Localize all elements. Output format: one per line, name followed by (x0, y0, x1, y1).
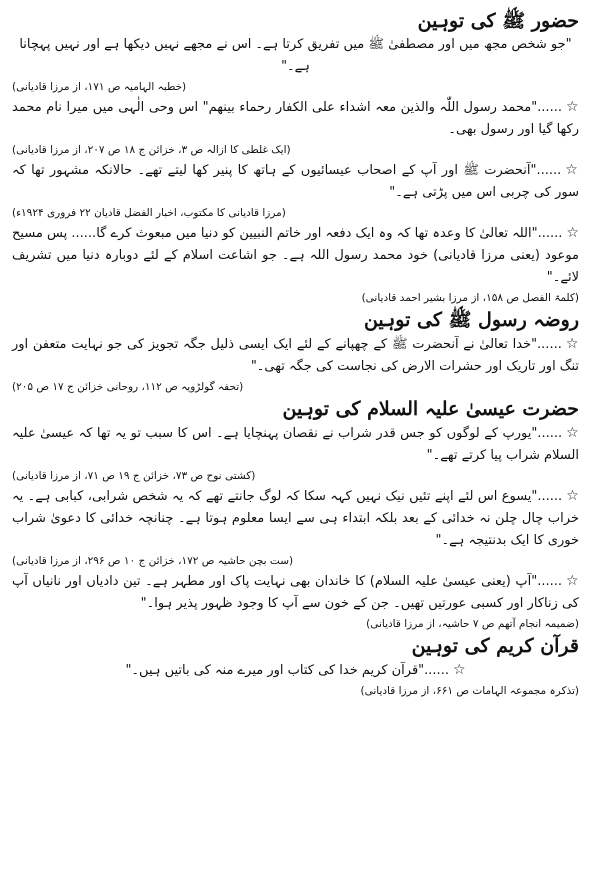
quote-paragraph (12, 659, 579, 682)
quote-paragraph (12, 570, 579, 615)
star-icon: ☆ (565, 99, 579, 115)
quote-paragraph (12, 485, 579, 552)
reference: (تحفہ گولڑویہ ص ۱۱۲، روحانی خزائن ج ۱۷ ص ۲۰۵) (12, 381, 244, 393)
star-icon: ☆ (565, 336, 579, 352)
star-icon: ☆ (566, 573, 579, 589)
section-heading: قرآن کریم کی توہین (411, 635, 579, 657)
quote-text: ......"یورپ کے لوگوں کو جس قدر شراب نے نقصان پہنچایا ہے۔ اس کا سبب تو یہ تھا کہ عیسیٰ علیہ السلام شراب پیا کرتے تھے۔" (12, 426, 579, 463)
star-icon: ☆ (566, 425, 579, 441)
reference: (ضمیمہ انجام آتھم ص ۷ حاشیہ، از مرزا قادیانی) (366, 618, 579, 630)
quote-paragraph (12, 96, 579, 141)
section-heading: روضہ رسول ﷺ کی توہین (363, 309, 579, 331)
quote-text: "جو شخص مجھ میں اور مصطفیٰ ﷺ میں تفریق کرتا ہے۔ اس نے مجھے نہیں دیکھا ہے اور نہیں پہچانا ہے۔" (19, 37, 572, 74)
quote-paragraph (12, 222, 579, 289)
quote-paragraph (12, 422, 579, 467)
star-icon: ☆ (565, 162, 579, 178)
star-icon: ☆ (566, 488, 579, 504)
reference: (کلمۃ الفصل ص ۱۵۸، از مرزا بشیر احمد قادیانی) (361, 292, 579, 304)
reference: (کشتی نوح ص ۷۳، خزائن ج ۱۹ ص ۷۱، از مرزا قادیانی) (12, 470, 256, 482)
reference: (خطبہ الہامیہ ص ۱۷۱، از مرزا قادیانی) (12, 81, 187, 93)
quote-paragraph (12, 333, 579, 378)
quote-text: ......"اللہ تعالیٰ کا وعدہ تھا کہ وہ ایک دفعہ اور خاتم النبیین کو دنیا میں مبعوث کرے گا...... پس مسیح موعود (یعنی مرزا قادیانی) خود محمد رسول اللہ ہے۔ جو اشاعت اسلام کے لئے دوبارہ دنیا میں تشریف لائے۔" (12, 226, 579, 285)
quote-text: ......"خدا تعالیٰ نے آنحضرت ﷺ کے چھپانے کے لئے ایک ایسی ذلیل جگہ تجویز کی جو نہایت متعفن اور تنگ اور تاریک اور حشرات الارض کی نجاست کی جگہ تھی۔" (12, 337, 579, 374)
reference: (ایک غلطی کا ازالہ ص ۳، خزائن ج ۱۸ ص ۲۰۷، از مرزا قادیانی) (12, 144, 291, 156)
quote-paragraph (12, 159, 579, 204)
quote-text: ......"آنحضرت ﷺ اور آپ کے اصحاب عیسائیوں کے ہاتھ کا پنیر کھا لیتے تھے۔ حالانکہ مشہور تھا کہ سور کی چربی اس میں پڑتی ہے۔" (12, 163, 579, 200)
quote-paragraph (12, 34, 579, 78)
reference: (ست بچن حاشیہ ص ۱۷۲، خزائن ج ۱۰ ص ۲۹۶، از مرزا قادیانی) (12, 555, 294, 567)
section-heading: حضرت عیسیٰ علیہ السلام کی توہین (282, 398, 579, 420)
star-icon: ☆ (566, 225, 579, 241)
quote-text: ......"قرآن کریم خدا کی کتاب اور میرے منہ کی باتیں ہیں۔" (125, 663, 449, 678)
quote-text: ......"یسوع اس لئے اپنے تئیں نیک نہیں کہہ سکا کہ لوگ جانتے تھے کہ یہ شخص شرابی، کبابی ہے۔ یہ خراب چال چلن نہ خدائی کے بعد بلکہ ابتداء ہی سے ایسا معلوم ہوتا ہے۔ چنانچہ خدائی کا دعویٰ شراب خوری کا ایک بدنتیجہ ہے۔" (12, 489, 579, 548)
quote-text: ......"آپ (یعنی عیسیٰ علیہ السلام) کا خاندان بھی نہایت پاک اور مطہر ہے۔ تین دادیاں اور نانیاں آپ کی زناکار اور کسبی عورتیں تھیں۔ جن کے خون سے آپ کا وجود ظہور پذیر ہوا۔" (12, 574, 579, 611)
quote-text: ......"محمد رسول اللّٰہ والذین معہ اشداء علی الکفار رحماء بینھم" اس وحی الٰہی میں میرا نام محمد رکھا گیا اور رسول بھی۔ (12, 100, 579, 137)
star-icon: ☆ (452, 662, 466, 678)
reference: (تذکرہ مجموعہ الہامات ص ۶۶۱، از مرزا قادیانی) (360, 685, 579, 697)
reference: (مرزا قادیانی کا مکتوب، اخبار الفضل قادیان ۲۲ فروری ۱۹۲۴ء) (12, 207, 286, 219)
section-heading: حضور ﷺ کی توہین (417, 10, 579, 32)
